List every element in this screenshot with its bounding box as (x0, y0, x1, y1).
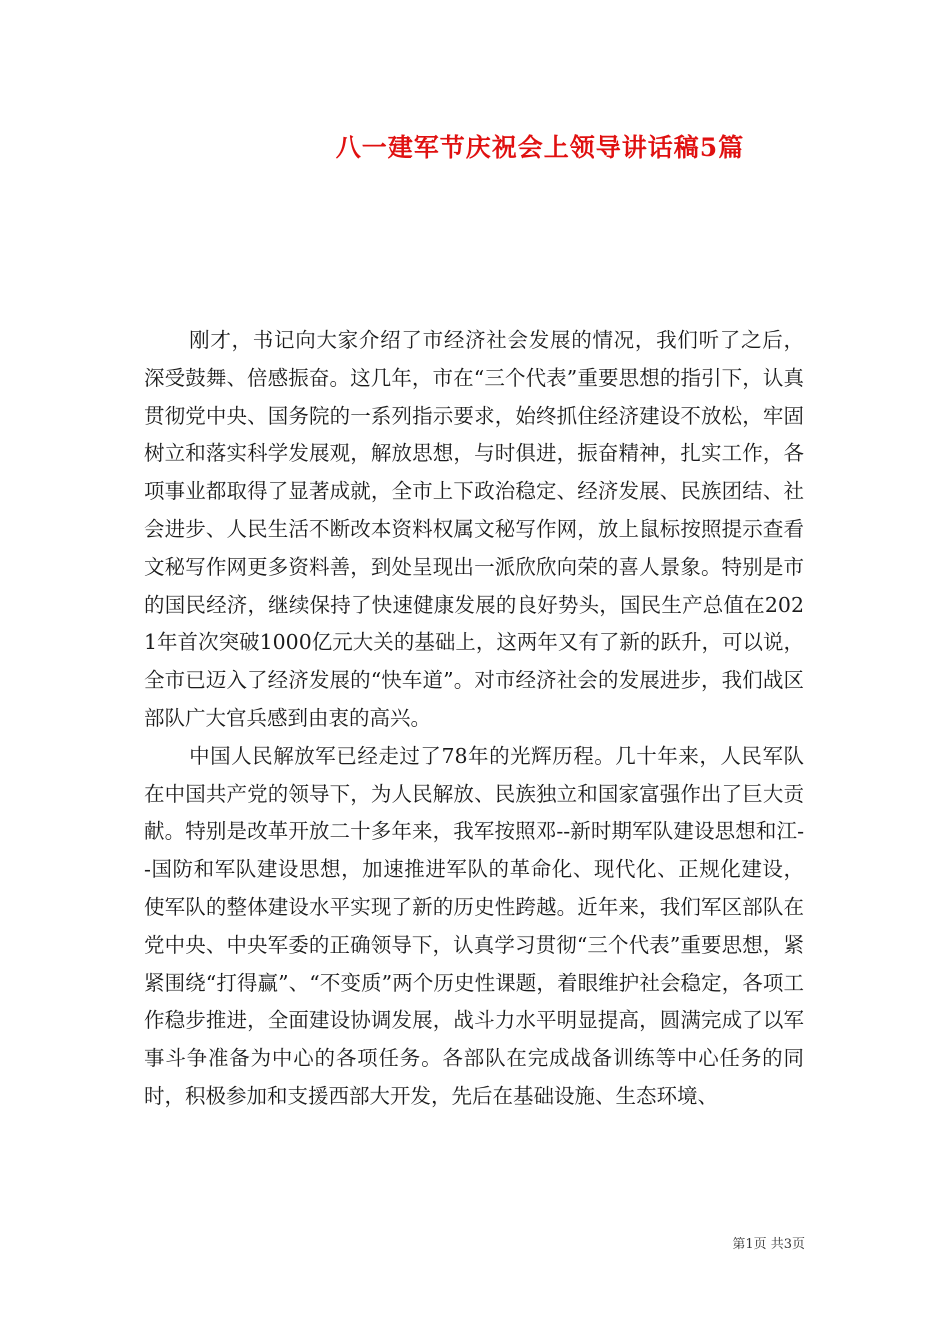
document-title: 八一建军节庆祝会上领导讲话稿5篇 (335, 133, 745, 162)
page-number: 第1页 共3页 (732, 1237, 805, 1252)
document-body (144, 322, 804, 1116)
paragraph: 刚才，书记向大家介绍了市经济社会发展的情况，我们听了之后，深受鼓舞、倍感振奋。这几年，市在“三个代表”重要思想的指引下，认真贯彻党中央、国务院的一系列指示要求，始终抓住经济建设不放松，牢固树立和落实科学发展观，解放思想，与时俱进，振奋精神，扎实工作，各项事业都取得了显著成就，全市上下政治稳定、经济发展、民族团结、社会进步、人民生活不断改本资料权属文秘写作网，放上鼠标按照提示查看文秘写作网更多资料善，到处呈现出一派欣欣向荣的喜人景象。特别是市的国民经济，继续保持了快速健康发展的良好势头，国民生产总值在2021年首次突破1000亿元大关的基础上，这两年又有了新的跃升，可以说，全市已迈入了经济发展的“快车道”。对市经济社会的发展进步，我们战区部队广大官兵感到由衷的高兴。 (144, 328, 804, 730)
paragraph: 中国人民解放军已经走过了78年的光辉历程。几十年来，人民军队在中国共产党的领导下，为人民解放、民族独立和国家富强作出了巨大贡献。特别是改革开放二十多年来，我军按照邓--新时期军队建设思想和江--国防和军队建设思想，加速推进军队的革命化、现代化、正规化建设，使军队的整体建设水平实现了新的历史性跨越。近年来，我们军区部队在党中央、中央军委的正确领导下，认真学习贯彻“三个代表”重要思想，紧紧围绕“打得赢”、“不变质”两个历史性课题，着眼维护社会稳定，各项工作稳步推进，全面建设协调发展，战斗力水平明显提高，圆满完成了以军事斗争准备为中心的各项任务。各部队在完成战备训练等中心任务的同时，积极参加和支援西部大开发，先后在基础设施、生态环境、 (144, 743, 804, 1108)
